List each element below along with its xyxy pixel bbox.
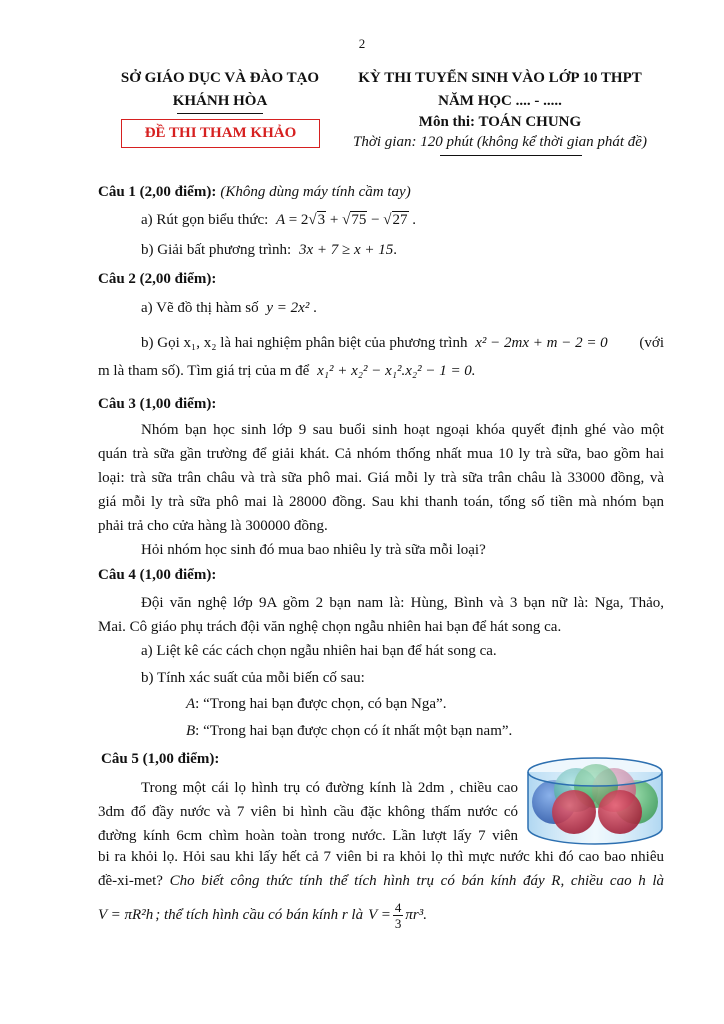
- header-province: KHÁNH HÒA: [172, 93, 268, 109]
- cylinder-with-marbles-illustration: [524, 752, 666, 848]
- q3-body: [98, 418, 664, 538]
- q1-part-a: [141, 212, 416, 229]
- page-number: 2: [358, 36, 366, 51]
- q2-part-a: a) Vẽ đồ thị hàm số y = 2x² .: [141, 300, 317, 316]
- q4-event-b-label: B: [186, 723, 196, 739]
- q5-line: đường kính 6cm chìm hoàn toàn trong nước. Lần lượt lấy 7 viên: [98, 828, 518, 844]
- q2-b-line1-end: (với: [639, 335, 664, 351]
- q1-heading: [98, 183, 411, 201]
- q1-part-b: b) Giải bất phương trình: 3x + 7 ≥ x + 15.: [141, 242, 398, 258]
- q2-b-condition: x₁² + x₂² − x₁².x₂² − 1 = 0.: [317, 363, 476, 379]
- header-school-year: NĂM HỌC .... - .....: [438, 93, 562, 109]
- q5-line-full: bi ra khỏi lọ. Hỏi sau khi lấy hết cả 7 viên bi ra khỏi lọ thì mực nước khi đó cao bao nhiêu: [98, 849, 664, 865]
- q4-line: Đội văn nghệ lớp 9A gồm 2 bạn nam là: Hùng, Bình và 3 bạn nữ là: Nga, Thảo,: [141, 595, 664, 611]
- q4-event-a: [186, 696, 446, 713]
- q4-part-b: b) Tính xác suất của mỗi biến cố sau:: [141, 670, 365, 686]
- q5-formula-mid: ; thể tích hình cầu có bán kính r là: [155, 906, 364, 923]
- q3-line: loại: trà sữa trân châu và trà sữa phô mai. Giá mỗi ly trà sữa trân châu là 33000 đồng, và: [98, 470, 664, 486]
- q4-title: Câu 4 (1,00 điểm):: [98, 567, 217, 583]
- header-subject: Môn thi: TOÁN CHUNG: [418, 114, 582, 130]
- header-left-rule: [177, 113, 263, 114]
- fraction-numerator: 4: [394, 899, 402, 915]
- q4-event-b-text: : “Trong hai bạn được chọn có ít nhất một bạn nam”.: [195, 723, 513, 739]
- q2-b-line2-text: m là tham số). Tìm giá trị của m để: [98, 363, 310, 379]
- q3-line: quán trà sữa gần trường để giải khát. Cả nhóm thống nhất mua 10 ly trà sữa, bao gồm hai: [98, 446, 664, 462]
- q5-sphere-rhs: πr³.: [405, 906, 427, 923]
- header-exam-title: KỲ THI TUYỂN SINH VÀO LỚP 10 THPT: [358, 70, 642, 86]
- q2-b-equation: x² − 2mx + m − 2 = 0: [475, 335, 608, 351]
- reference-exam-badge: ĐỀ THI THAM KHẢO: [121, 119, 320, 148]
- header-right-rule: [440, 155, 582, 156]
- q1-a-expression: A = 2√3 + √75 − √27 .: [276, 212, 417, 228]
- q1-title: Câu 1 (2,00 điểm):: [98, 184, 217, 200]
- q5-title: Câu 5 (1,00 điểm):: [101, 751, 220, 767]
- q2-title: Câu 2 (2,00 điểm):: [98, 271, 217, 287]
- q5-sphere-fraction: [393, 900, 404, 931]
- q5-sphere-lhs: V =: [368, 906, 391, 923]
- q5-formulas: [98, 898, 427, 932]
- q2-a-label: a) Vẽ đồ thị hàm số: [141, 300, 259, 316]
- q3-question: Hỏi nhóm học sinh đó mua bao nhiêu ly trà sữa mỗi loại?: [141, 542, 486, 558]
- q5-hint: Cho biết công thức tính thể tích hình trụ có bán kính đáy R, chiều cao h là: [169, 873, 664, 889]
- marble-sphere: [598, 790, 642, 834]
- cylinder-top-rim: [528, 758, 662, 786]
- q5-body: [98, 776, 518, 848]
- q1-a-label: a) Rút gọn biểu thức:: [141, 212, 269, 228]
- q3-line: giá mỗi ly trà sữa phô mai là 28000 đồng. Sau khi thanh toán, tổng số tiền mà nhóm bạn: [98, 494, 664, 510]
- q4-event-b: [186, 723, 512, 740]
- q1-note: (Không dùng máy tính cầm tay): [220, 184, 411, 200]
- q4-part-a: a) Liệt kê các cách chọn ngẫu nhiên hai bạn để hát song ca.: [141, 643, 497, 659]
- q4-event-a-text: : “Trong hai bạn được chọn, có bạn Nga”.: [195, 696, 447, 712]
- q3-line: phải trả cho cửa hàng là 300000 đồng.: [98, 518, 328, 534]
- q2-part-b-line1: [141, 335, 664, 352]
- q5-line: Trong một cái lọ hình trụ có đường kính là 2dm , chiều cao: [141, 780, 518, 796]
- q5-line-hint: [98, 873, 664, 890]
- q2-b-text: b) Gọi x₁, x₂ là hai nghiệm phân biệt của phương trình: [141, 335, 468, 351]
- header-department: SỞ GIÁO DỤC VÀ ĐÀO TẠO: [120, 70, 320, 86]
- q5-line: 3dm đổ đầy nước và 7 viên bi hình cầu đặc không thấm nước có: [98, 804, 518, 820]
- q2-part-b-line2: [98, 363, 476, 380]
- q3-line: Nhóm bạn học sinh lớp 9 sau buổi sinh hoạt ngoại khóa quyết định ghé vào một: [141, 422, 664, 438]
- q3-title: Câu 3 (1,00 điểm):: [98, 396, 217, 412]
- header-duration: Thời gian: 120 phút (không kể thời gian phát đề): [353, 134, 647, 150]
- marble-sphere: [552, 790, 596, 834]
- q4-line: Mai. Cô giáo phụ trách đội văn nghệ chọn ngẫu nhiên hai bạn để hát song ca.: [98, 619, 562, 635]
- q2-a-expression: y = 2x²: [266, 300, 310, 316]
- q5-cylinder-formula: V = πR²h: [98, 906, 154, 923]
- q4-body: [98, 591, 664, 639]
- q4-event-a-label: A: [186, 696, 196, 712]
- fraction-denominator: 3: [394, 915, 402, 931]
- q1-b-label: b) Giải bất phương trình:: [141, 242, 292, 258]
- q1-b-expression: 3x + 7 ≥ x + 15: [298, 242, 394, 258]
- q5-question-end: đề-xi-met?: [98, 873, 163, 889]
